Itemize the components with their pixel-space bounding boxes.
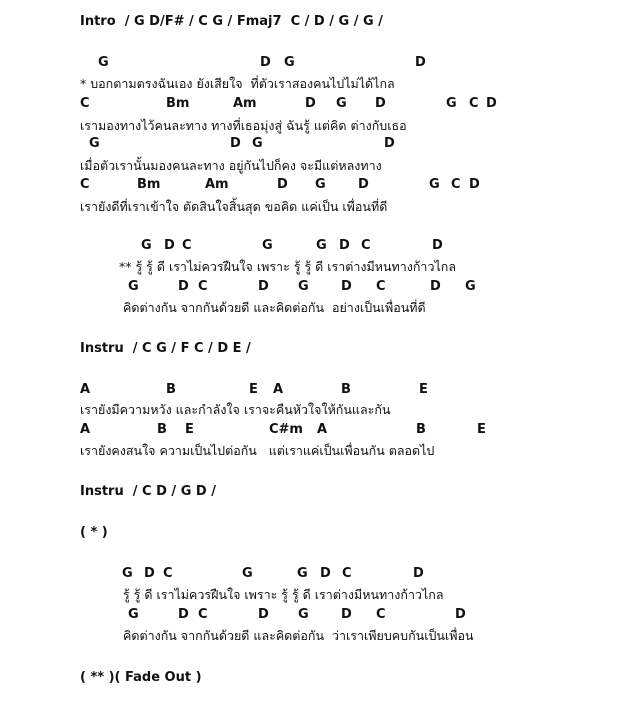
chord: D [455,607,466,622]
instrumental-line-1 [0,339,620,359]
chord: C [80,177,90,192]
chord: G [298,607,309,622]
chord: D [358,177,369,192]
lyric-text: คิดต่างกัน จากกันด้วยดี และคิดต่อกัน อย่างเป็นเพื่อนที่ดี [123,300,426,315]
chord: D [178,607,189,622]
chord: G [242,566,253,581]
intro-line [0,12,620,32]
chord: C [198,279,208,294]
chord: C [163,566,173,581]
lyric-text: เมื่อตัวเรานั้นมองคนละทาง อยู่กันไปก็คง จะมีแต่หลงทาง [80,158,382,173]
lyric-text: เรามองทางไว้คนละทาง ทางที่เธอมุ่งสู่ ฉันรู้ แต่คิด ต่างกับเธอ [80,118,407,133]
lyric-text: รู้ รู้ ดี เราไม่ควรฝืนใจ เพราะ รู้ รู้ ดี เราต่างมีหนทางก้าวไกล [123,587,444,602]
verse1-chord-line-4 [0,175,620,195]
chord: G [128,607,139,622]
lyric-text: เรายังดีที่เราเข้าใจ ตัดสินใจสิ้นสุด ขอคิด แค่เป็น เพื่อนที่ดี [80,199,388,214]
verse1-lyric-line-4 [0,197,620,217]
chord: C [182,238,192,253]
chord: G [429,177,440,192]
chord: G [89,136,100,151]
chord: E [477,422,486,437]
chord: D [384,136,395,151]
lyric-text: เรายังคงสนใจ ความเป็นไปต่อกัน แต่เราแค่เป็นเพื่อนกัน ตลอดไป [80,443,435,458]
verse1-lyric-line-2 [0,116,620,136]
verse1-chord-line-3 [0,134,620,154]
chord: G [446,96,457,111]
chord: G [252,136,263,151]
chord: D [486,96,497,111]
chord: G [128,279,139,294]
chord: D [144,566,155,581]
chord: D [339,238,350,253]
chord: D [258,279,269,294]
verse2-lyric-line-1 [0,400,620,420]
instrumental-text: Instru / C G / F C / D E / [80,341,251,356]
chorus2-lyric-line-1 [0,585,620,605]
chord: G [141,238,152,253]
chord: D [432,238,443,253]
chord: A [80,382,91,397]
chord: B [416,422,426,437]
chord: G [98,55,109,70]
chord: Bm [137,177,161,192]
chorus2-chord-line-2 [0,605,620,625]
chorus1-lyric-line-2 [0,298,620,318]
chorus1-chord-line-2 [0,277,620,297]
chord: G [465,279,476,294]
chord: C [80,96,90,111]
instrumental-text: Instru / C D / G D / [80,484,216,499]
chord: G [297,566,308,581]
chord: G [122,566,133,581]
chord: D [305,96,316,111]
outro-line [0,668,620,688]
chord: Am [205,177,229,192]
chord: C [342,566,352,581]
chord: D [260,55,271,70]
repeat-text: ( * ) [80,525,108,540]
chord: D [341,279,352,294]
chord: Bm [166,96,190,111]
chord: C [198,607,208,622]
instrumental-line-2 [0,482,620,502]
chorus1-chord-line-1 [0,236,620,256]
lyric-text: คิดต่างกัน จากกันด้วยดี และคิดต่อกัน ว่าเราเพียบคบกันเป็นเพื่อน [123,628,474,643]
intro-text: Intro / G D/F# / C G / Fmaj7 C / D / G / G / [80,14,383,29]
chord: C [361,238,371,253]
lyric-text: ** รู้ รู้ ดี เราไม่ควรฝืนใจ เพราะ รู้ รู้ ดี เราต่างมีหนทางก้าวไกล [119,259,456,274]
chord: D [375,96,386,111]
verse1-chord-line-2 [0,94,620,114]
chord: G [298,279,309,294]
chord: Am [233,96,257,111]
chord: D [320,566,331,581]
chord: D [178,279,189,294]
verse2-chord-line-2 [0,420,620,440]
chord: E [419,382,428,397]
chord: G [315,177,326,192]
verse2-chord-line-1 [0,380,620,400]
chord: D [415,55,426,70]
chord: E [185,422,194,437]
chorus2-chord-line-1 [0,564,620,584]
repeat-verse-marker [0,523,620,543]
verse1-lyric-line-3 [0,156,620,176]
lyric-text: * บอกตามตรงฉันเอง ยังเสียใจ ที่ตัวเราสองคนไปไม่ได้ไกล [80,76,395,91]
chord: G [316,238,327,253]
chord: C#m [269,422,303,437]
chord: A [80,422,91,437]
chord: C [451,177,461,192]
chord: G [262,238,273,253]
chord: B [166,382,176,397]
verse1-chord-line-1 [0,53,620,73]
chord: D [341,607,352,622]
outro-text: ( ** )( Fade Out ) [80,670,202,685]
lyric-text: เรายังมีความหวัง และกำลังใจ เราจะคืนหัวใจให้กันและกัน [80,402,391,417]
chord: E [249,382,258,397]
chord: G [336,96,347,111]
verse1-lyric-line-1 [0,74,620,94]
chorus1-lyric-line-1 [0,257,620,277]
verse2-lyric-line-2 [0,441,620,461]
chord: D [469,177,480,192]
chord: D [258,607,269,622]
chord: A [317,422,328,437]
chord: D [413,566,424,581]
chord: C [469,96,479,111]
chord: B [341,382,351,397]
chord: D [164,238,175,253]
chord: C [376,607,386,622]
chord: C [376,279,386,294]
chord: A [273,382,284,397]
chord: G [284,55,295,70]
chord: B [157,422,167,437]
chord: D [277,177,288,192]
chord: D [230,136,241,151]
chorus2-lyric-line-2 [0,626,620,646]
chord: D [430,279,441,294]
